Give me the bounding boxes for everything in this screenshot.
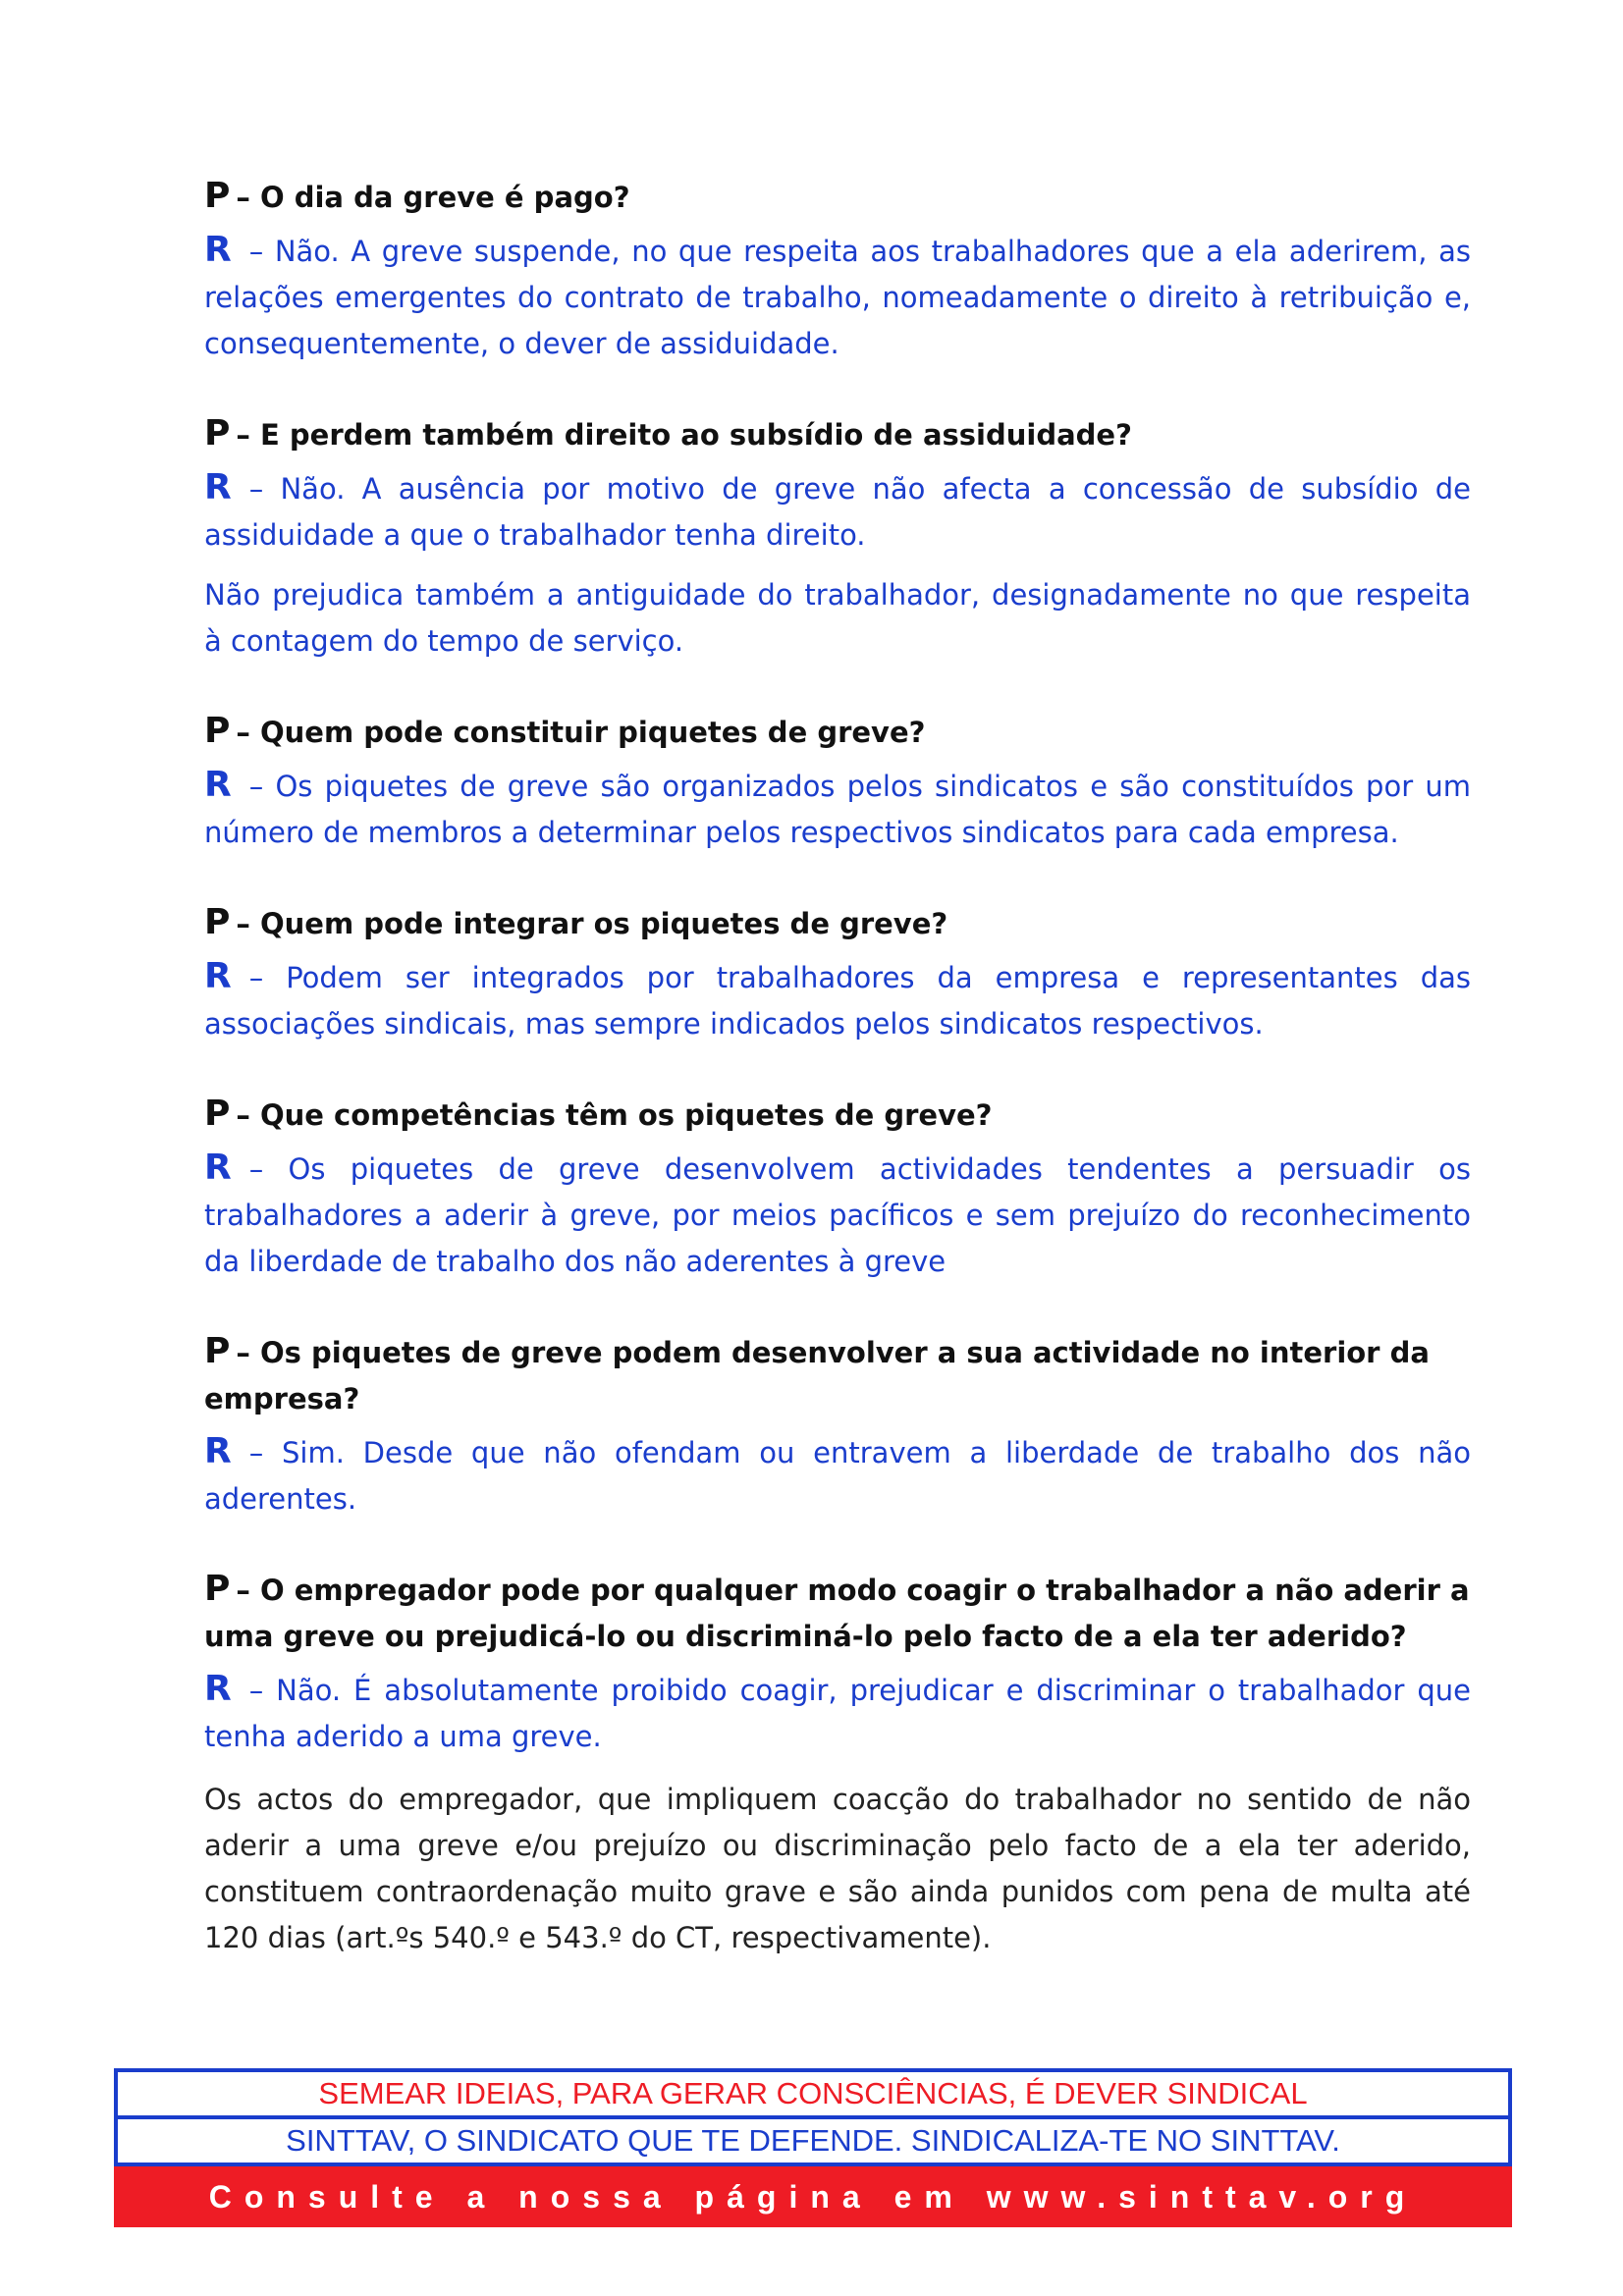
footer-slogan: SEMEAR IDEIAS, PARA GERAR CONSCIÊNCIAS, É DEVER SINDICAL [114,2068,1512,2117]
question-text: – Quem pode constituir piquetes de greve? [236,716,926,749]
qa-item [204,899,1471,1047]
answer-text: – Os piquetes de greve são organizados pelos sindicatos e são constituídos por um número de membros a determinar pelos respectivos sindicatos para cada empresa. [204,770,1471,849]
question-text: – O empregador pode por qualquer modo coagir o trabalhador a não aderir a uma greve ou prejudicá-lo ou discriminá-lo pelo facto de a ela ter aderido? [204,1574,1470,1653]
question-letter: P [204,1569,231,1609]
answer-letter: R [204,467,232,507]
answer [204,1428,1471,1522]
question-letter: P [204,176,231,216]
answer [204,1145,1471,1285]
answer [204,953,1471,1047]
question [204,1091,1471,1139]
answer-letter: R [204,1669,232,1709]
question-text: – E perdem também direito ao subsídio de assiduidade? [236,418,1132,452]
question [204,410,1471,458]
qa-item [204,410,1471,665]
answer [204,1666,1471,1760]
question [204,899,1471,947]
answer [204,227,1471,367]
answer-text: – Não. É absolutamente proibido coagir, prejudicar e discriminar o trabalhador que tenha aderido a uma greve. [204,1674,1471,1753]
answer [204,464,1471,559]
answer-text: – Podem ser integrados por trabalhadores da empresa e representantes das associações sindicais, mas sempre indicados pelos sindicatos respectivos. [204,961,1471,1041]
footer-website-link[interactable]: Consulte a nossa página em www.sinttav.org [114,2166,1512,2227]
qa-list [204,173,1471,1803]
question-letter: P [204,1094,231,1134]
answer-text: – Não. A ausência por motivo de greve não afecta a concessão de subsídio de assiduidade a que o trabalhador tenha direito. [204,472,1471,552]
qa-item [204,1091,1471,1285]
question [204,1328,1471,1422]
question-letter: P [204,711,231,751]
question-text: – Os piquetes de greve podem desenvolver a sua actividade no interior da empresa? [204,1336,1430,1415]
answer-letter: R [204,956,232,996]
footer-union-message: SINTTAV, O SINDICATO QUE TE DEFENDE. SINDICALIZA-TE NO SINTTAV. [114,2117,1512,2166]
answer-text: – Não. A greve suspende, no que respeita aos trabalhadores que a ela aderirem, as relações emergentes do contrato de trabalho, nomeadamente o direito à retribuição e, consequentemente, o dever de assiduidade. [204,235,1471,360]
answer-letter: R [204,230,232,270]
footer-banner [114,2068,1512,2227]
answer-letter: R [204,1148,232,1188]
qa-item [204,1328,1471,1522]
question-text: – Quem pode integrar os piquetes de greve? [236,907,948,940]
answer-text: – Sim. Desde que não ofendam ou entravem a liberdade de trabalho dos não aderentes. [204,1436,1471,1516]
question [204,173,1471,221]
question-text: – Que competências têm os piquetes de greve? [236,1098,993,1132]
question-letter: P [204,1331,231,1371]
question-letter: P [204,902,231,942]
question-text: – O dia da greve é pago? [236,181,630,214]
qa-item [204,1566,1471,1760]
question [204,1566,1471,1660]
answer-letter: R [204,1431,232,1471]
closing-paragraph: Os actos do empregador, que impliquem coacção do trabalhador no sentido de não aderir a uma greve e/ou prejuízo ou discriminação pelo facto de a ela ter aderido, constituem contraordenação muito grave e são ainda punidos com pena de multa até 120 dias (art.ºs 540.º e 543.º do CT, respectivamente). [204,1783,1471,1954]
question [204,708,1471,756]
question-letter: P [204,413,231,454]
answer-letter: R [204,765,232,805]
answer-text: – Os piquetes de greve desenvolvem actividades tendentes a persuadir os trabalhadores a aderir à greve, por meios pacíficos e sem prejuízo do reconhecimento da liberdade de trabalho dos não aderentes à greve [204,1152,1471,1278]
answer [204,762,1471,856]
qa-item [204,173,1471,367]
qa-item [204,708,1471,856]
answer-extra: Não prejudica também a antiguidade do trabalhador, designadamente no que respeita à contagem do tempo de serviço. [204,578,1471,658]
